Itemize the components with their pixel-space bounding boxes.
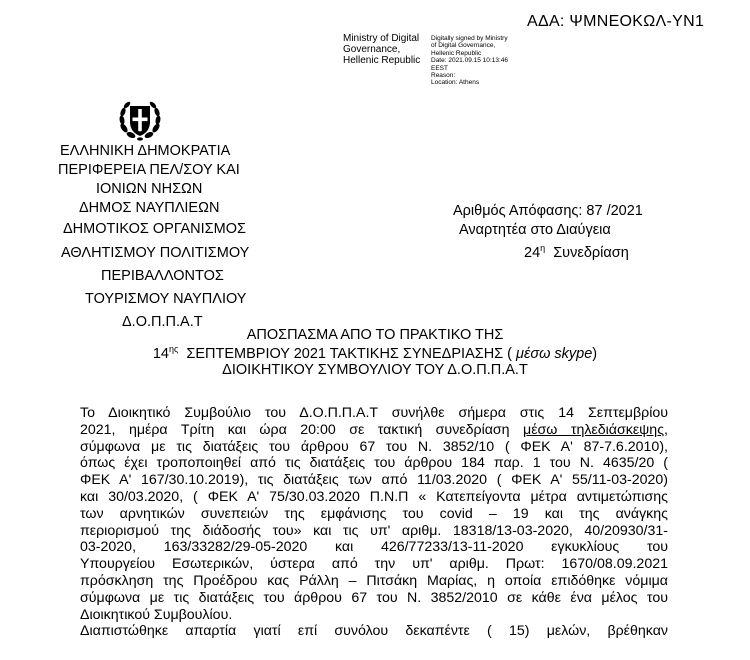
session-number-suffix: η (540, 243, 546, 253)
title-session-text: ΣΕΠΤΕΜΒΡΙΟΥ 2021 ΤΑΚΤΙΚΗΣ ΣΥΝΕΔΡΙΑΣΗΣ ( (186, 345, 512, 362)
body-line: και 30/03.2020, ( ΦΕΚ Α' 75/30.03.2020 Π.Ν.Π « Κατεπείγοντα μέτρα αντιμετώπισης (80, 488, 668, 505)
issuer-line: ΠΕΡΙΒΑΛΛΟΝΤΟΣ (101, 268, 224, 284)
signature-detail-line: Reason: (431, 72, 456, 80)
title-day: 14 (152, 345, 169, 362)
body-line: σύμφωνα με τις διατάξεις του άρθρου 67 του Ν. 3852/2010 σε κάθε ένα μέλος του (80, 589, 668, 606)
body-line-text: 2021, ημέρα Τρίτη και ώρα 20:00 σε τακτική συνεδρίαση (80, 421, 510, 438)
signer-line: Hellenic Republic (343, 55, 421, 66)
body-line: Διοικητικού Συμβουλίου. (80, 606, 233, 623)
issuer-line: ΠΕΡΙΦΕΡΕΙΑ ΠΕΛ/ΣΟΥ ΚΑΙ (58, 162, 240, 178)
signature-signer (343, 33, 420, 66)
greek-coat-of-arms-icon (118, 98, 162, 142)
issuer-line: Δ.Ο.Π.Π.Α.Τ (122, 314, 203, 330)
signer-line: Governance, (343, 44, 401, 55)
body-line: πρόσκληση της Προέδρου κας Ράλλη – Πιτσάκη Μαρίας, η οποία επιδόθηκε νόμιμα (80, 572, 668, 589)
minutes-body (80, 405, 668, 640)
body-line: Το Διοικητικό Συμβούλιο του Δ.Ο.Π.Π.Α.Τ συνήλθε σήμερα στις 14 Σεπτεμβρίου (80, 405, 668, 421)
issuer-line: ΙΟΝΙΩΝ ΝΗΣΩΝ (96, 181, 203, 197)
signature-detail-line: EEST (431, 64, 448, 72)
signer-line: Ministry of Digital (343, 33, 420, 44)
issuer-line: ΕΛΛΗΝΙΚΗ ΔΗΜΟΚΡΑΤΙΑ (60, 143, 231, 159)
signature-detail-line: Location: Athens (431, 79, 480, 87)
issuer-line: ΔΗΜΟΣ ΝΑΥΠΛΙΕΩΝ (79, 200, 220, 216)
body-line: περιορισμού της διάδοσής του» και τις υπ' αριθμ. 18318/13-03-2020, 40/20930/31- (80, 522, 668, 539)
body-line: 03-2020, 163/33282/29-05-2020 και 426/77233/13-11-2020 εγκυκλίους του (80, 539, 668, 556)
issuer-line: ΔΗΜΟΤΙΚΟΣ ΟΡΓΑΝΙΣΜΟΣ (63, 221, 246, 237)
issuer-line: ΤΟΥΡΙΣΜΟΥ ΝΑΥΠΛΙΟΥ (85, 291, 247, 307)
signature-detail-line: Digitally signed by Ministry (431, 35, 508, 42)
session-number (524, 243, 629, 261)
diavgeia-posting-note: Αναρτητέα στο Διαύγεια (459, 222, 611, 238)
body-line: Υπουργείου Εσωτερικών, ύστερα από την υπ' αριθμ. Πρωτ: 1670/08.09.2021 (80, 556, 668, 573)
issuer-line: ΑΘΛΗΤΙΣΜΟΥ ΠΟΛΙΤΙΣΜΟΥ (61, 245, 250, 261)
teleconference-underlined: μέσω τηλεδιάσκεψης, (523, 421, 668, 438)
ada-code: ΑΔΑ: ΨΜΝΕΟΚΩΛ-ΥΝ1 (527, 13, 705, 30)
body-line (80, 422, 668, 439)
signature-detail-line: Hellenic Republic (431, 49, 482, 57)
document-title-line-2 (0, 344, 750, 362)
signature-detail-line: Date: 2021.09.15 10:13:46 (431, 57, 508, 65)
document-title-line-3: ΔΙΟΙΚΗΤΙΚΟΥ ΣΥΜΒΟΥΛΙΟΥ ΤΟΥ Δ.Ο.Π.Π.Α.Τ (222, 362, 528, 378)
decision-number: Αριθμός Απόφασης: 87 /2021 (453, 203, 643, 219)
title-paren: ) (592, 345, 598, 362)
document-title-line-1: ΑΠΟΣΠΑΣΜΑ ΑΠΟ ΤΟ ΠΡΑΚΤΙΚΟ ΤΗΣ (246, 327, 504, 343)
signature-detail-line: of Digital Governance, (431, 42, 496, 50)
body-line: όπως έχει τροποποιηθεί από τις διατάξεις του άρθρου 184 παρ. 1 του Ν. 4635/20 ( (80, 455, 668, 472)
body-line: σύμφωνα με τις διατάξεις του άρθρου 67 του Ν. 3852/10 ( ΦΕΚ Α' 87-7.6.2010), (80, 438, 668, 455)
session-word: Συνεδρίαση (553, 244, 629, 261)
title-session-mode: μέσω skype (516, 345, 593, 362)
body-line: ΦΕΚ Α' 167/30.10.2019), τις διατάξεις των από 11/03.2020 ( ΦΕΚ Α' 55/11-03-2020) (80, 472, 668, 489)
body-line: των αρνητικών συνεπειών της εμφάνισης του covid – 19 και της ανάγκης (80, 505, 668, 522)
title-day-suffix: ης (169, 344, 179, 354)
session-number-value: 24 (524, 244, 541, 261)
body-line: Διαπιστώθηκε απαρτία γιατί επί συνόλου δεκαπέντε ( 15) μελών, βρέθηκαν (80, 623, 668, 640)
signature-details (431, 35, 508, 87)
